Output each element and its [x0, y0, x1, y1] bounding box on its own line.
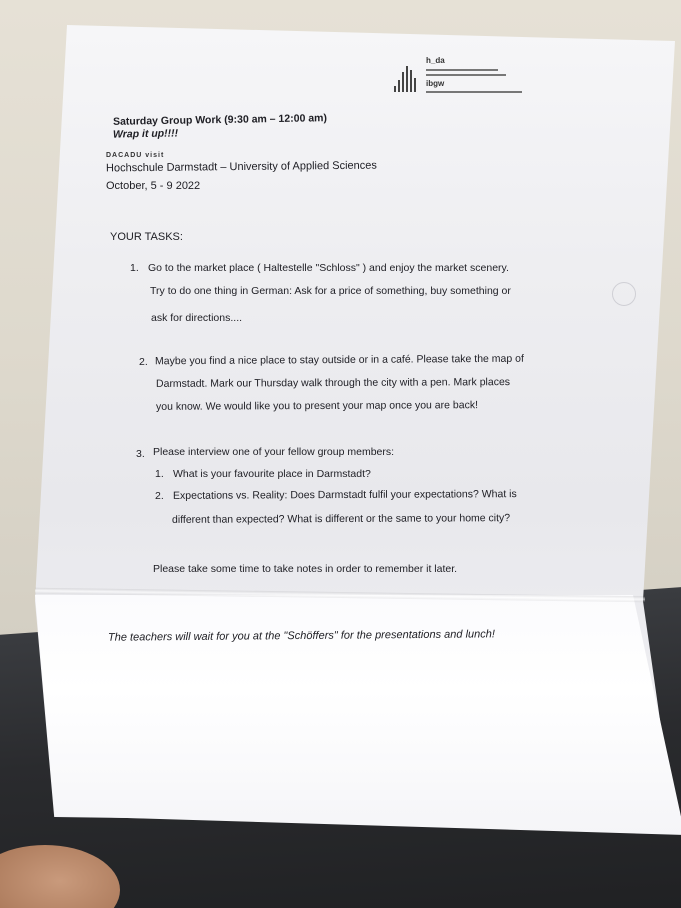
task-3-line-1: Please interview one of your fellow group members:: [153, 446, 395, 458]
faint-circle-mark: [612, 282, 636, 306]
school-name: Hochschule Darmstadt – University of Applied Sciences: [105, 159, 377, 175]
visit-dates: October, 5 - 9 2022: [106, 180, 201, 192]
logo-subname: ibgw: [426, 79, 445, 88]
task-3-sub-2-line-2: different than expected? What is different or the same to your home city?: [171, 512, 511, 526]
notes-reminder: Please take some time to take notes in order to remember it later.: [153, 563, 458, 575]
session-subtitle: Wrap it up!!!!: [112, 127, 179, 141]
task-2-line-2: Darmstadt. Mark our Thursday walk through the city with a pen. Mark places: [155, 376, 511, 390]
tasks-heading: YOUR TASKS:: [110, 231, 183, 243]
logo-icon: [392, 62, 420, 92]
task-3-sub-2-number: 2.: [155, 490, 164, 502]
task-1-line-1: Go to the market place ( Haltestelle "Schloss" ) and enjoy the market scenery.: [148, 262, 509, 274]
task-1-number: 1.: [130, 262, 139, 274]
logo-name: h_da: [426, 56, 445, 65]
task-2-line-1: Maybe you find a nice place to stay outside or in a café. Please take the map of: [154, 352, 524, 368]
session-title: Saturday Group Work (9:30 am – 12:00 am): [112, 112, 328, 128]
task-2-line-3: you know. We would like you to present your map once you are back!: [155, 399, 479, 413]
program-label: DACADU visit: [106, 152, 165, 159]
closing-note: The teachers will wait for you at the "Schöffers" for the presentations and lunch!: [107, 628, 495, 644]
task-2-number: 2.: [139, 356, 148, 368]
task-1-line-2: Try to do one thing in German: Ask for a price of something, buy something or: [150, 285, 511, 297]
task-3-sub-1-number: 1.: [155, 468, 164, 480]
task-3-sub-2-line-1: Expectations vs. Reality: Does Darmstadt fulfil your expectations? What is: [172, 488, 517, 502]
university-logo: [392, 52, 542, 100]
task-3-number: 3.: [136, 448, 145, 460]
task-3-sub-1-line-1: What is your favourite place in Darmstadt?: [173, 468, 371, 480]
task-1-line-3: ask for directions....: [151, 312, 243, 324]
